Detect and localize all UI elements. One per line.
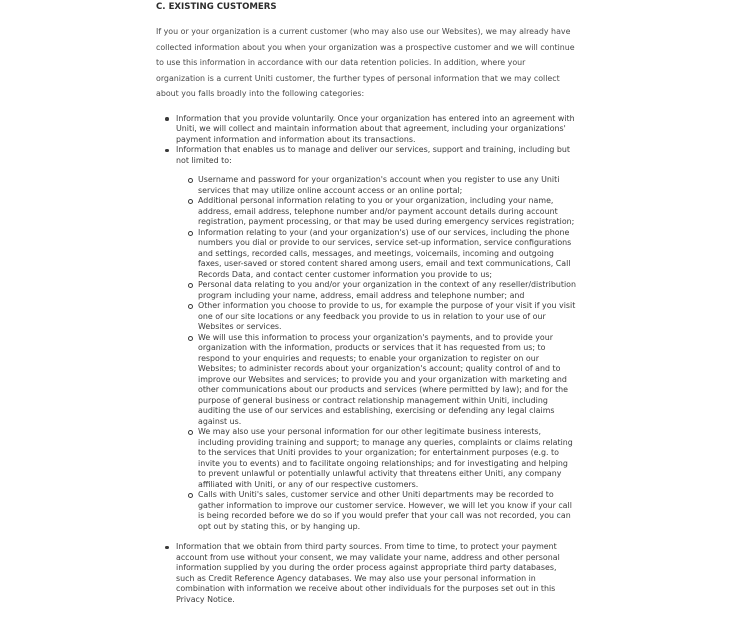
section-heading: C. EXISTING CUSTOMERS bbox=[156, 2, 277, 12]
sub-list-item: Other information you choose to provide to us, for example the purpose of your visit if you visit one of our site locations or any feedback you provide to us in relation to your use of our Websites or services. bbox=[176, 301, 576, 333]
privacy-notice-section bbox=[156, 0, 576, 605]
list-item bbox=[156, 114, 576, 146]
list-item-text: Information that you provide voluntarily. Once your organization has entered into an agreement with Uniti, we will collect and maintain information about that agreement, including your organizations' payment information and information about its transactions. bbox=[176, 113, 575, 144]
sub-list-item: Calls with Uniti's sales, customer service and other Uniti departments may be recorded to gather information to improve our customer service. However, we will let you know if your call is being recorded before we do so if you would prefer that your call was not recorded, you can opt out by stating this, or by hanging up. bbox=[176, 490, 576, 532]
list-item-text: Information that we obtain from third party sources. From time to time, to protect your payment account from use without your consent, we may validate your name, address and other personal information supplied by you during the order process against appropriate third party databases, such as Credit Reference Agency databases. We may also use your personal information in combination with information we receive about other individuals for the purposes set out in this Privacy Notice. bbox=[176, 542, 560, 604]
list-item-text: Information that enables us to manage and deliver our services, support and training, including but not limited to: bbox=[176, 145, 570, 165]
sub-list-item: We may also use your personal information for our other legitimate business interests, including providing training and support; to manage any queries, complaints or claims relating to the services that Uniti provides to your organization; for entertainment purposes (e.g. to invite you to events) and to facilitate ongoing relationships; and for investigating and helping to prevent unlawful or potentially unlawful activity that threatens either Uniti, any company affiliated with Uniti, or any of our respective customers. bbox=[176, 427, 576, 490]
sub-list-item: Information relating to your (and your organization's) use of our services, including the phone numbers you dial or provide to our services, service set-up information, service configurations and settings, recorded calls, messages, and meetings, voicemails, incoming and outgoing faxes, user-saved or stored content shared among users, email and text communications, Call Records Data, and contact center customer information you provide to us; bbox=[176, 228, 576, 281]
sub-list-item: Additional personal information relating to you or your organization, including your name, address, email address, telephone number and/or payment account details during account registration, payment processing, or that may be used during emergency services registration; bbox=[176, 196, 576, 228]
sub-list-item: Username and password for your organization's account when you register to use any Uniti services that may utilize online account access or an online portal; bbox=[176, 175, 576, 196]
list-item bbox=[156, 145, 576, 532]
category-list bbox=[156, 114, 576, 606]
sub-list-item: Personal data relating to you and/or your organization in the context of any reseller/distribution program including your name, address, email address and telephone number; and bbox=[176, 280, 576, 301]
intro-paragraph: If you or your organization is a current customer (who may also use our Websites), we may already have collected information about you when your organization was a prospective customer and we will continue to use this information in accordance with our data retention policies. In addition, where your organization is a current Uniti customer, the further types of personal information that we may collect about you falls broadly into the following categories: bbox=[156, 27, 575, 99]
sub-list-item: We will use this information to process your organization's payments, and to provide your organization with the information, products or services that it has requested from us; to respond to your enquiries and requests; to enable your organization to register on our Websites; to administer records about your organization's account; quality control of and to improve our Websites and services; to provide you and your organization with marketing and other communications about our products and services (where permitted by law); and for the purpose of general business or contract relationship management within Uniti, including auditing the use of our services and establishing, exercising or defending any legal claims against us. bbox=[176, 333, 576, 428]
sub-list bbox=[176, 175, 576, 532]
list-item bbox=[156, 542, 576, 605]
